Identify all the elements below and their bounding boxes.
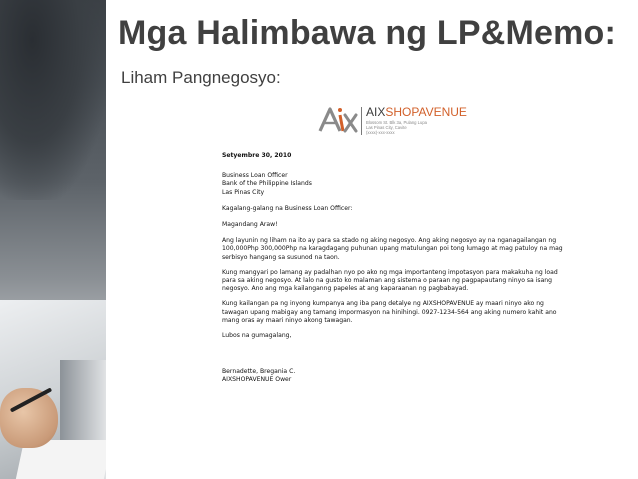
logo-wordmark <box>366 106 467 119</box>
letter-salutation: Kagalang-galang na Business Loan Officer: <box>222 204 353 212</box>
letter-recipient <box>222 172 567 197</box>
logo-address-line: (xxxx)-xxx-xxxx <box>366 130 395 135</box>
logo-address <box>366 120 427 135</box>
company-logo <box>316 105 516 139</box>
logo-wordmark-part2: SHOPAVENUE <box>385 105 467 119</box>
photo-edge <box>106 0 108 479</box>
recipient-line: Business Loan Officer <box>222 172 288 180</box>
letter-paragraph: Ang layunin ng liham na ito ay para sa stado ng aking negosyo. Ang aking negosyo ay na nganagailangan ng 100,000Php 300,000Php na karagdagang puhunan upang matulungan poi tong lumago at mag patuloy na mag serbisyo hangang sa susunod na taon. <box>222 237 563 261</box>
logo-address-line: Las Pinas City, Cavite <box>366 125 407 130</box>
letter-signature <box>222 368 567 384</box>
logo-divider <box>361 107 362 135</box>
letter-paragraph: Kung mangyari po lamang ay padalhan nyo po ako ng mga importanteng impotasyon para makakuha ng load para sa aking negosyo. At lalo na gusto ko malaman ang sistema o paraan ng pagpapautang ninyo sa isang negosyo. Ano ang mga kailanganng papeles at ang kaparaanan ng pagbabayad. <box>222 268 558 293</box>
slide-title: Mga Halimbawa ng LP&Memo: <box>118 14 617 52</box>
letter-date: Setyembre 30, 2010 <box>222 152 292 159</box>
logo-wordmark-part1: AIX <box>366 105 386 119</box>
recipient-line: Bank of the Philippine Islands <box>222 180 312 188</box>
logo-address-line: Blossom St. Blk 3a, Pulang Lupa <box>366 120 427 125</box>
signature-title: AIXSHOPAVENUE Ower <box>222 376 292 384</box>
photo-hair <box>0 0 108 200</box>
side-photo <box>0 0 108 479</box>
letter-body <box>222 152 567 385</box>
aix-logo-icon <box>316 105 358 135</box>
slide-subtitle: Liham Pangnegosyo: <box>121 68 281 87</box>
letter-paragraph: Kung kailangan pa ng inyong kumpanya ang iba pang detalye ng AIXSHOPAVENUE ay maari ninyo ako ng tawagan upang mabigay ang tamang impormasyon na hinihingi. 0927-1234-564 ang aking numero kahit ano mang oras ay maari ninyo akong tawagan. <box>222 300 557 324</box>
signature-name: Bernadette, Bregania C. <box>222 368 296 376</box>
letter-greeting: Magandang Araw! <box>222 221 278 229</box>
recipient-line: Las Pinas City <box>222 188 265 196</box>
photo-hand <box>0 388 58 448</box>
letter-closing: Lubos na gumagalang, <box>222 332 292 340</box>
business-letter <box>212 100 572 470</box>
